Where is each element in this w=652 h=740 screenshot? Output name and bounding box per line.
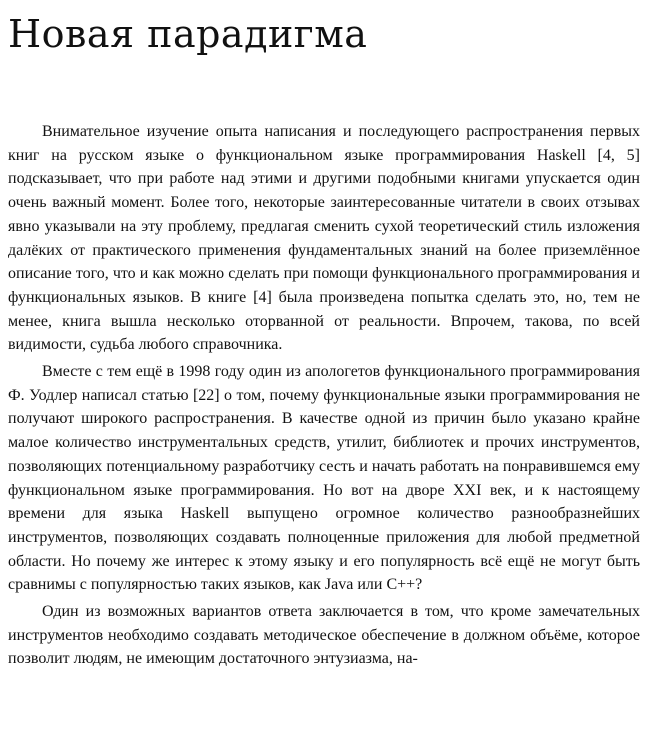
chapter-title: Новая парадигма (8, 12, 368, 56)
body-text (8, 120, 640, 674)
document-page (8, 0, 640, 668)
paragraph-3: Один из возможных вариантов ответа заключается в том, что кроме замечательных инструментов необходимо создавать методическое обеспечение в должном объёме, которое позволит людям, не имеющим достаточного энтузиазма, на- (8, 603, 640, 668)
paragraph-1: Внимательное изучение опыта написания и последующего распространения первых книг на русском языке о функциональном языке программирования Haskell [4, 5] подсказывает, что при работе над этими и другими подобными книгами упускается один очень важный момент. Более того, некоторые заинтересованные читатели в своих отзывах явно указывали на эту проблему, предлагая сменить сухой теоретический стиль изложения далёких от практического применения фундаментальных знаний на более приземлённое описание того, что и как можно сделать при помощи функционального программирования и функциональных языков. В книге [4] была произведена попытка сделать это, но, тем не менее, книга вышла несколько оторванной от реальности. Впрочем, такова, по всей видимости, судьба любого справочника. (8, 123, 640, 354)
paragraph-2: Вместе с тем ещё в 1998 году один из апологетов функционального программирования Ф. Уодлер написал статью [22] о том, почему функциональные языки программирования не получают широкого распространения. В качестве одной из причин было указано крайне малое количество инструментальных средств, утилит, библиотек и прочих инструментов, позволяющих потенциальному разработчику сесть и начать работать на понравившемся ему функциональном языке программирования. Но вот на дворе XXI век, и к настоящему времени для языка Haskell выпущено огромное количество разнообразнейших инструментов, позволяющих создавать полноценные приложения для любой предметной области. Но почему же интерес к этому языку и его популярность всё ещё не могут быть сравнимы с популярностью таких языков, как Java или C++? (8, 363, 640, 594)
